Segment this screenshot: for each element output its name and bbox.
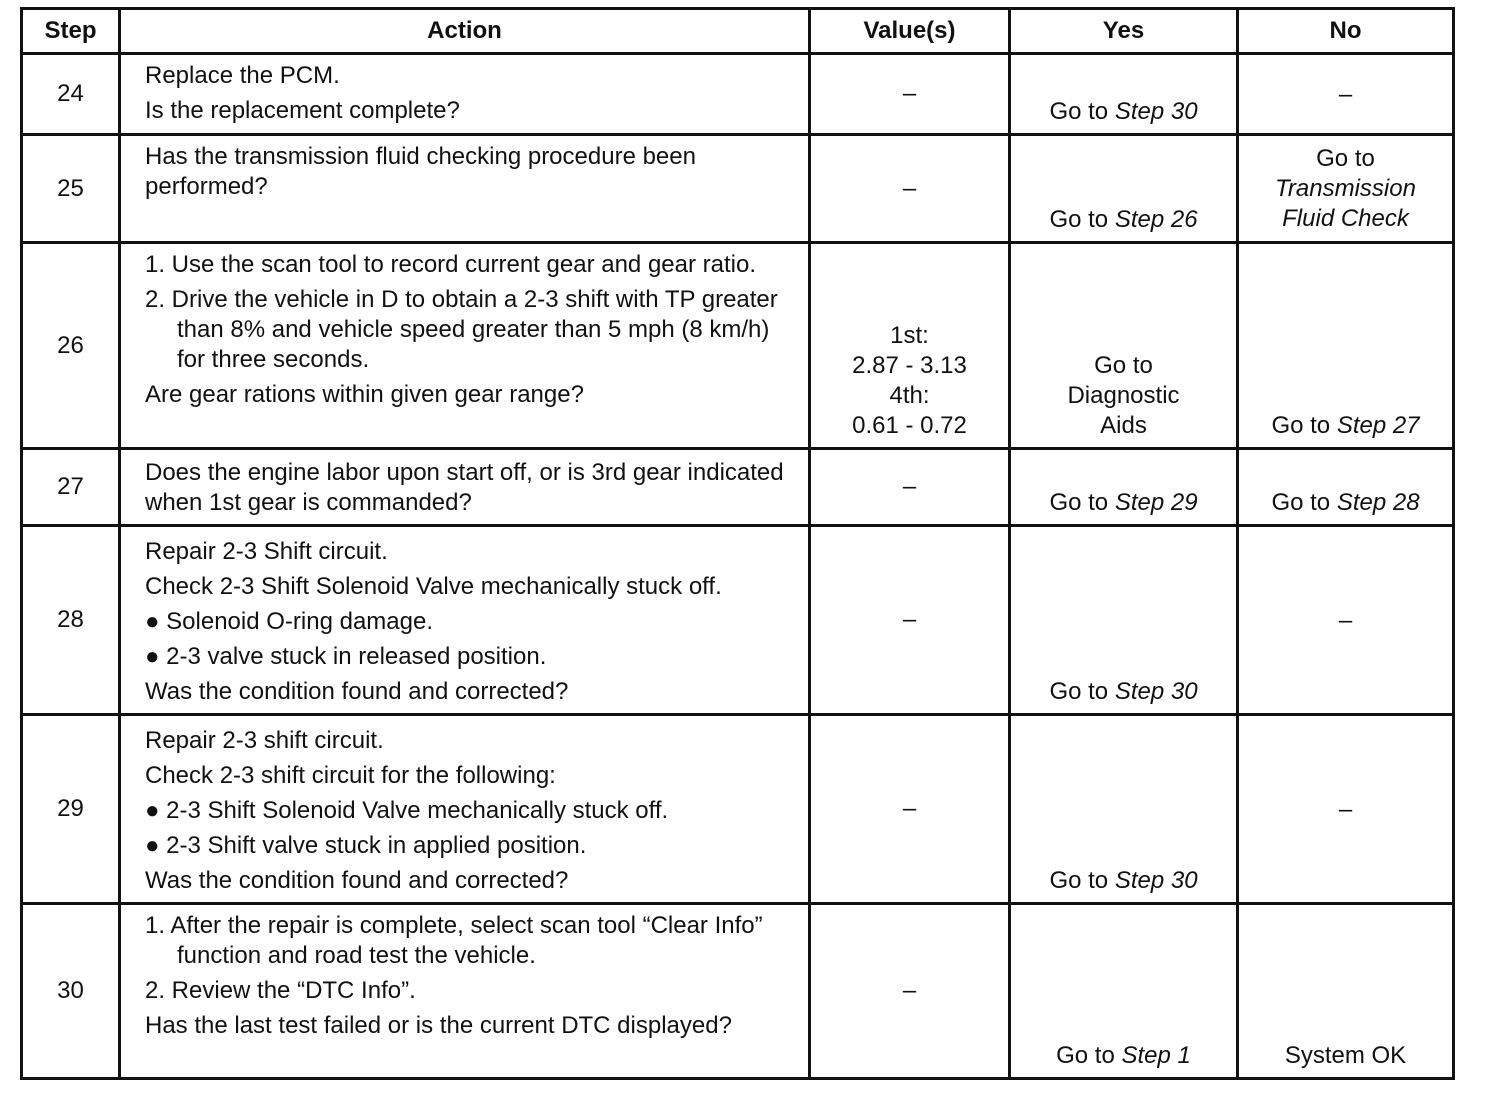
action-line: Check 2-3 Shift Solenoid Valve mechanically stuck off. xyxy=(145,573,722,600)
no-step-link: Step 27 xyxy=(1336,412,1420,439)
no-cell xyxy=(1238,449,1454,526)
step-number: 26 xyxy=(22,243,120,449)
action-question: Was the condition found and corrected? xyxy=(145,867,569,894)
yes-prefix: Go to xyxy=(1049,867,1109,894)
action-numbered-item: 1. After the repair is complete, select scan tool “Clear Info” function and road test the vehicle. xyxy=(145,912,763,969)
action-line: Replace the PCM. xyxy=(145,62,340,89)
action-cell xyxy=(120,715,810,904)
action-bullet-item: ● 2-3 valve stuck in released position. xyxy=(145,643,547,670)
action-bullet-item: ● Solenoid O-ring damage. xyxy=(145,608,433,635)
yes-step-link: Step 30 xyxy=(1114,867,1198,894)
action-line: Repair 2-3 Shift circuit. xyxy=(145,538,388,565)
yes-prefix: Go to xyxy=(1049,489,1109,516)
action-cell xyxy=(120,526,810,715)
value-line: 4th: xyxy=(889,382,930,409)
value-cell xyxy=(810,243,1010,449)
value-cell: – xyxy=(810,526,1010,715)
yes-prefix: Go to xyxy=(1056,1042,1115,1069)
yes-step-link: Step 26 xyxy=(1114,206,1198,233)
header-yes: Yes xyxy=(1010,9,1238,54)
action-bullet-item: ● 2-3 Shift Solenoid Valve mechanically stuck off. xyxy=(145,797,669,824)
action-numbered-item: 2. Review the “DTC Info”. xyxy=(145,977,416,1004)
action-question: Has the last test failed or is the current DTC displayed? xyxy=(145,1012,732,1039)
action-cell xyxy=(120,54,810,135)
value-cell: – xyxy=(810,54,1010,135)
step-number: 27 xyxy=(22,449,120,526)
yes-step-link: Step 29 xyxy=(1114,489,1198,516)
no-target-line-2: Fluid Check xyxy=(1282,205,1409,232)
no-prefix: Go to xyxy=(1271,489,1331,516)
yes-step-link: Step 1 xyxy=(1121,1042,1191,1069)
no-cell xyxy=(1238,243,1454,449)
no-step-link: Step 28 xyxy=(1336,489,1420,516)
yes-cell xyxy=(1010,449,1238,526)
action-cell xyxy=(120,449,810,526)
no-cell: – xyxy=(1238,54,1454,135)
yes-cell xyxy=(1010,904,1238,1079)
action-cell xyxy=(120,904,810,1079)
action-numbered-item: 2. Drive the vehicle in D to obtain a 2-3 shift with TP greater than 8% and vehicle speed greater than 5 mph (8 km/h) for three seconds. xyxy=(145,286,778,373)
step-number: 29 xyxy=(22,715,120,904)
yes-line: Aids xyxy=(1100,412,1147,439)
yes-line: Go to xyxy=(1094,352,1153,379)
action-question: Is the replacement complete? xyxy=(145,97,460,124)
yes-line: Diagnostic xyxy=(1067,382,1180,409)
table-row xyxy=(22,135,1454,243)
action-question: Has the transmission fluid checking procedure been performed? xyxy=(145,143,696,200)
value-line: 0.61 - 0.72 xyxy=(852,412,967,439)
yes-prefix: Go to xyxy=(1049,98,1109,125)
step-number: 25 xyxy=(22,135,120,243)
table-row xyxy=(22,526,1454,715)
action-question: Are gear rations within given gear range? xyxy=(145,381,584,408)
action-cell xyxy=(120,243,810,449)
header-values: Value(s) xyxy=(810,9,1010,54)
value-line: 1st: xyxy=(890,322,929,349)
step-number: 30 xyxy=(22,904,120,1079)
table-row xyxy=(22,449,1454,526)
header-row xyxy=(22,9,1454,54)
value-line: 2.87 - 3.13 xyxy=(852,352,967,379)
no-cell xyxy=(1238,135,1454,243)
action-cell xyxy=(120,135,810,243)
header-no: No xyxy=(1238,9,1454,54)
no-cell: System OK xyxy=(1238,904,1454,1079)
header-action: Action xyxy=(120,9,810,54)
no-prefix: Go to xyxy=(1271,412,1331,439)
yes-cell xyxy=(1010,243,1238,449)
action-question: Does the engine labor upon start off, or is 3rd gear indicated when 1st gear is commanded? xyxy=(145,459,784,516)
action-bullet-item: ● 2-3 Shift valve stuck in applied position. xyxy=(145,832,587,859)
header-step: Step xyxy=(22,9,120,54)
yes-prefix: Go to xyxy=(1049,678,1109,705)
yes-prefix: Go to xyxy=(1049,206,1109,233)
yes-cell xyxy=(1010,135,1238,243)
no-prefix: Go to xyxy=(1316,145,1375,172)
value-cell: – xyxy=(810,904,1010,1079)
yes-step-link: Step 30 xyxy=(1114,678,1198,705)
action-line: Check 2-3 shift circuit for the following: xyxy=(145,762,556,789)
table-row xyxy=(22,715,1454,904)
value-cell: – xyxy=(810,135,1010,243)
no-target-line-1: Transmission xyxy=(1275,175,1416,202)
yes-cell xyxy=(1010,54,1238,135)
no-cell: – xyxy=(1238,526,1454,715)
action-numbered-item: 1. Use the scan tool to record current gear and gear ratio. xyxy=(145,251,757,278)
yes-step-link: Step 30 xyxy=(1114,98,1198,125)
table-row xyxy=(22,904,1454,1079)
action-question: Was the condition found and corrected? xyxy=(145,678,569,705)
value-cell: – xyxy=(810,449,1010,526)
yes-cell xyxy=(1010,526,1238,715)
diagnostic-table xyxy=(20,7,1455,1080)
yes-cell xyxy=(1010,715,1238,904)
step-number: 28 xyxy=(22,526,120,715)
step-number: 24 xyxy=(22,54,120,135)
table-row xyxy=(22,54,1454,135)
no-cell: – xyxy=(1238,715,1454,904)
value-cell: – xyxy=(810,715,1010,904)
table-row xyxy=(22,243,1454,449)
action-line: Repair 2-3 shift circuit. xyxy=(145,727,384,754)
